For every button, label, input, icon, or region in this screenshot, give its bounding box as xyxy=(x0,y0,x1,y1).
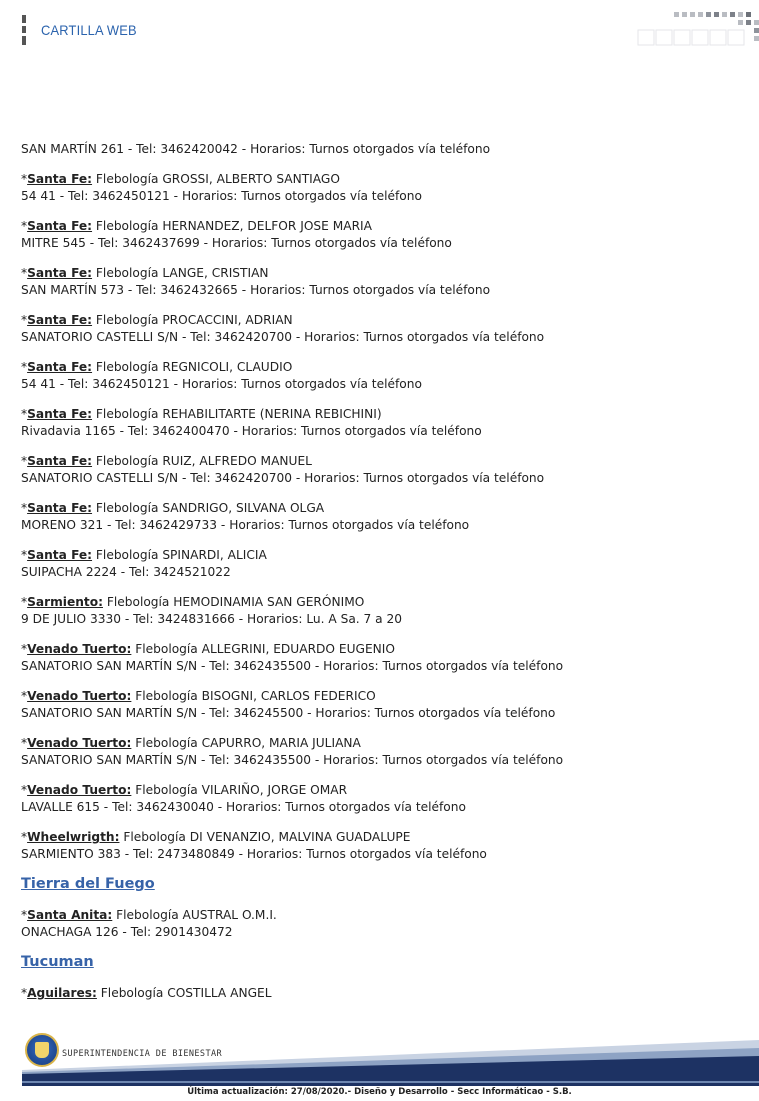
provider-name: Flebología ALLEGRINI, EDUARDO EUGENIO xyxy=(131,642,395,656)
provider-address-line: 54 41 - Tel: 3462450121 - Horarios: Turnos otorgados vía teléfono xyxy=(21,377,422,391)
provider-entry xyxy=(21,985,746,1002)
bullet-asterisk: * xyxy=(21,783,28,797)
provider-address-line: 9 DE JULIO 3330 - Tel: 3424831666 - Horarios: Lu. A Sa. 7 a 20 xyxy=(21,612,403,626)
provider-name: Flebología HERNANDEZ, DELFOR JOSE MARIA xyxy=(92,219,372,233)
bullet-asterisk: * xyxy=(21,736,28,750)
location-label: Santa Fe: xyxy=(27,407,93,421)
bullet-asterisk: * xyxy=(21,219,28,233)
provider-address-line: SUIPACHA 2224 - Tel: 3424521022 xyxy=(21,565,231,579)
location-label: Aguilares: xyxy=(27,986,97,1000)
provider-address-line: 54 41 - Tel: 3462450121 - Horarios: Turnos otorgados vía teléfono xyxy=(21,189,422,203)
last-update-note: Última actualización: 27/08/2020.- Diseño y Desarrollo - Secc Informáticao - S.B. xyxy=(187,1087,572,1097)
provider-address-line: ONACHAGA 126 - Tel: 2901430472 xyxy=(21,925,233,939)
provider-name-line xyxy=(21,735,746,752)
organization-logo xyxy=(25,1033,59,1067)
provider-name-line xyxy=(21,265,746,282)
provider-name: Flebología CAPURRO, MARIA JULIANA xyxy=(131,736,361,750)
provider-name-line xyxy=(21,312,746,329)
provider-name: Flebología REGNICOLI, CLAUDIO xyxy=(92,360,293,374)
provider-entry xyxy=(21,907,746,941)
location-label: Santa Fe: xyxy=(27,501,93,515)
header-accent-bar xyxy=(22,15,26,45)
page-title: CARTILLA WEB xyxy=(41,22,137,38)
bullet-asterisk: * xyxy=(21,360,28,374)
location-label: Venado Tuerto: xyxy=(27,642,132,656)
location-label: Venado Tuerto: xyxy=(27,736,132,750)
provider-name-line xyxy=(21,547,746,564)
provider-entry xyxy=(21,547,746,581)
province-heading[interactable]: Tucuman xyxy=(21,954,94,970)
provider-address-line: SANATORIO SAN MARTÍN S/N - Tel: 3462435500 - Horarios: Turnos otorgados vía teléfono xyxy=(21,659,564,673)
bullet-asterisk: * xyxy=(21,454,28,468)
page-header xyxy=(0,0,759,60)
provider-name-line xyxy=(21,641,746,658)
province-heading[interactable]: Tierra del Fuego xyxy=(21,876,155,892)
provider-name: Flebología PROCACCINI, ADRIAN xyxy=(92,313,293,327)
provider-name-line xyxy=(21,829,746,846)
location-label: Sarmiento: xyxy=(27,595,103,609)
bullet-asterisk: * xyxy=(21,407,28,421)
provider-name: Flebología RUIZ, ALFREDO MANUEL xyxy=(92,454,312,468)
location-label: Wheelwrigth: xyxy=(27,830,120,844)
provider-name-line xyxy=(21,359,746,376)
bullet-asterisk: * xyxy=(21,689,28,703)
provider-address-line: SANATORIO SAN MARTÍN S/N - Tel: 346245500 - Horarios: Turnos otorgados vía teléfono xyxy=(21,706,556,720)
provider-name: Flebología DI VENANZIO, MALVINA GUADALUPE xyxy=(119,830,411,844)
provider-entry xyxy=(21,735,746,769)
page-footer xyxy=(0,1030,759,1101)
location-label: Santa Fe: xyxy=(27,548,93,562)
decorative-grid-icon xyxy=(634,10,759,50)
location-label: Venado Tuerto: xyxy=(27,783,132,797)
provider-entry xyxy=(21,406,746,440)
provider-entry xyxy=(21,829,746,863)
provider-name: Flebología AUSTRAL O.M.I. xyxy=(112,908,277,922)
provider-address-line: MORENO 321 - Tel: 3462429733 - Horarios: Turnos otorgados vía teléfono xyxy=(21,518,470,532)
bullet-asterisk: * xyxy=(21,501,28,515)
provider-name-line xyxy=(21,688,746,705)
provider-address-line: SARMIENTO 383 - Tel: 2473480849 - Horarios: Turnos otorgados vía teléfono xyxy=(21,847,487,861)
provider-name-line xyxy=(21,406,746,423)
location-label: Santa Fe: xyxy=(27,172,93,186)
provider-name: Flebología LANGE, CRISTIAN xyxy=(92,266,269,280)
provider-address-line: SAN MARTÍN 573 - Tel: 3462432665 - Horarios: Turnos otorgados vía teléfono xyxy=(21,283,491,297)
provider-address-line: Rivadavia 1165 - Tel: 3462400470 - Horarios: Turnos otorgados vía teléfono xyxy=(21,424,482,438)
bullet-asterisk: * xyxy=(21,595,28,609)
bullet-asterisk: * xyxy=(21,313,28,327)
bullet-asterisk: * xyxy=(21,986,28,1000)
provider-entry xyxy=(21,782,746,816)
provider-name-line xyxy=(21,453,746,470)
location-label: Santa Anita: xyxy=(27,908,113,922)
provider-entry xyxy=(21,359,746,393)
provider-address-line: MITRE 545 - Tel: 3462437699 - Horarios: Turnos otorgados vía teléfono xyxy=(21,236,452,250)
location-label: Santa Fe: xyxy=(27,313,93,327)
bullet-asterisk: * xyxy=(21,830,28,844)
location-label: Santa Fe: xyxy=(27,219,93,233)
location-label: Santa Fe: xyxy=(27,266,93,280)
bullet-asterisk: * xyxy=(21,642,28,656)
provider-name: Flebología SPINARDI, ALICIA xyxy=(92,548,267,562)
provider-name-line xyxy=(21,594,746,611)
provider-address-line: SANATORIO CASTELLI S/N - Tel: 3462420700 - Horarios: Turnos otorgados vía teléfono xyxy=(21,471,545,485)
top-line: SAN MARTÍN 261 - Tel: 3462420042 - Horarios: Turnos otorgados vía teléfono xyxy=(21,142,491,156)
provider-name-line xyxy=(21,171,746,188)
provider-address-line: SANATORIO CASTELLI S/N - Tel: 3462420700 - Horarios: Turnos otorgados vía teléfono xyxy=(21,330,545,344)
organization-name: SUPERINTENDENCIA DE BIENESTAR xyxy=(62,1049,223,1059)
provider-name-line xyxy=(21,500,746,517)
provider-entry xyxy=(21,688,746,722)
bullet-asterisk: * xyxy=(21,172,28,186)
bullet-asterisk: * xyxy=(21,908,28,922)
provider-address-line: LAVALLE 615 - Tel: 3462430040 - Horarios: Turnos otorgados vía teléfono xyxy=(21,800,466,814)
provider-listing xyxy=(21,141,746,1015)
provider-name: Flebología SANDRIGO, SILVANA OLGA xyxy=(92,501,325,515)
location-label: Santa Fe: xyxy=(27,360,93,374)
provider-name-line xyxy=(21,218,746,235)
provider-address-line: SANATORIO SAN MARTÍN S/N - Tel: 3462435500 - Horarios: Turnos otorgados vía teléfono xyxy=(21,753,564,767)
provider-name: Flebología REHABILITARTE (NERINA REBICHINI) xyxy=(92,407,382,421)
provider-name: Flebología GROSSI, ALBERTO SANTIAGO xyxy=(92,172,340,186)
provider-entry xyxy=(21,641,746,675)
location-label: Santa Fe: xyxy=(27,454,93,468)
bullet-asterisk: * xyxy=(21,266,28,280)
provider-name: Flebología COSTILLA ANGEL xyxy=(96,986,272,1000)
provider-name-line xyxy=(21,985,746,1002)
provider-entry xyxy=(21,265,746,299)
provider-entry xyxy=(21,500,746,534)
provider-name-line xyxy=(21,907,746,924)
provider-name: Flebología VILARIÑO, JORGE OMAR xyxy=(131,783,348,797)
provider-entry xyxy=(21,218,746,252)
provider-entry xyxy=(21,312,746,346)
provider-entry xyxy=(21,594,746,628)
bullet-asterisk: * xyxy=(21,548,28,562)
provider-name: Flebología HEMODINAMIA SAN GERÓNIMO xyxy=(103,595,365,609)
provider-entry xyxy=(21,453,746,487)
provider-name-line xyxy=(21,782,746,799)
provider-name: Flebología BISOGNI, CARLOS FEDERICO xyxy=(131,689,376,703)
location-label: Venado Tuerto: xyxy=(27,689,132,703)
provider-entry xyxy=(21,171,746,205)
